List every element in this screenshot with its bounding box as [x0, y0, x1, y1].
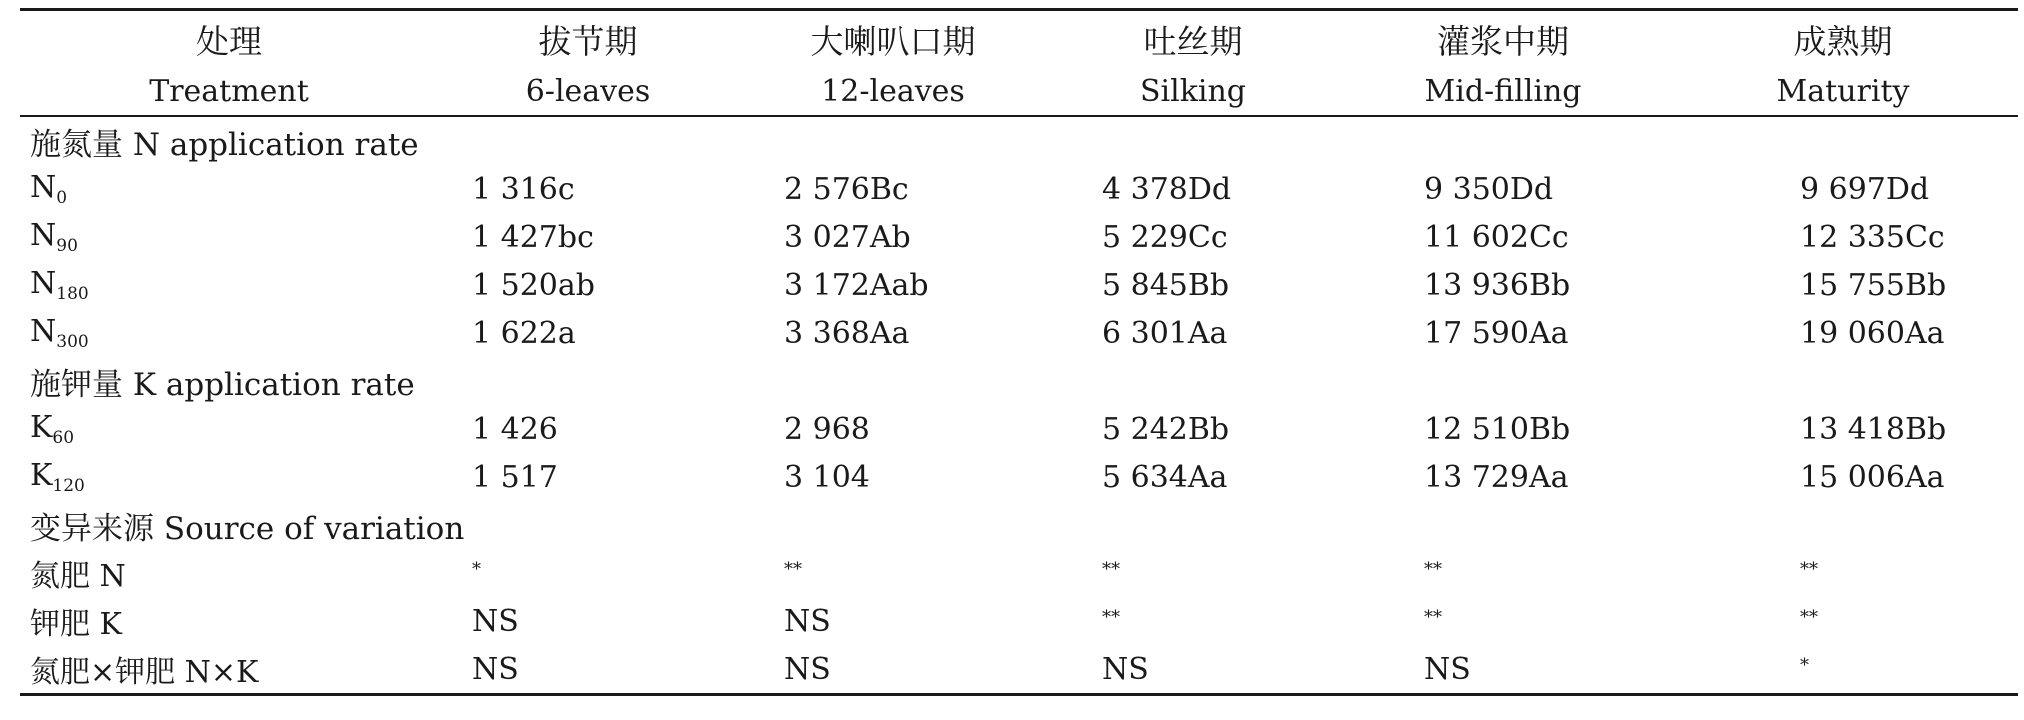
significance-mark: NS [784, 651, 831, 687]
table-cell: 5 634Aa [1102, 459, 1228, 495]
table-cell: 13 418Bb [1800, 411, 1947, 447]
significance-cell [1668, 645, 2018, 695]
header-silking-cn: 吐丝期 [1048, 10, 1338, 68]
treatment-label [20, 261, 438, 309]
significance-mark: NS [784, 603, 831, 639]
table-header [20, 10, 2018, 117]
table-cell: 1 520ab [472, 267, 595, 303]
section-row-variation [20, 501, 2018, 549]
significance-mark: NS [1102, 651, 1149, 687]
section-label-n-rate: 施氮量 N application rate [30, 126, 419, 163]
header-row-english [20, 67, 2018, 116]
table-cell: 5 242Bb [1102, 411, 1230, 447]
header-mid-filling-en: Mid-filling [1338, 67, 1668, 116]
table-cell: 5 229Cc [1102, 219, 1228, 255]
significance-cell [1048, 645, 1338, 695]
table-cell: 13 729Aa [1424, 459, 1569, 495]
header-mid-filling-cn: 灌浆中期 [1338, 10, 1668, 68]
significance-mark: * [1800, 654, 1809, 676]
treatment-base: K [30, 410, 53, 445]
table-cell: 1 426 [472, 411, 558, 447]
table-row [20, 597, 2018, 645]
table-cell: 19 060Aa [1800, 315, 1945, 351]
table-cell: 15 006Aa [1800, 459, 1945, 495]
significance-cell [1048, 549, 1338, 597]
treatment-subscript: 120 [52, 476, 85, 496]
section-label-k-rate: 施钾量 K application rate [30, 366, 415, 403]
header-maturity-cn: 成熟期 [1668, 10, 2018, 68]
treatment-subscript: 90 [56, 236, 78, 256]
data-table-container [20, 8, 2018, 696]
significance-cell [1668, 597, 2018, 645]
k-rate-rows [20, 405, 2018, 501]
header-treatment-en: Treatment [20, 67, 438, 116]
treatment-label [20, 309, 438, 357]
treatment-base: N [30, 170, 57, 205]
variation-rows [20, 549, 2018, 695]
table-cell: 9 350Dd [1424, 171, 1554, 207]
table-cell: 3 368Aa [784, 315, 910, 351]
significance-cell [1338, 597, 1668, 645]
significance-mark: NS [472, 651, 519, 687]
significance-mark: NS [1424, 651, 1471, 687]
treatment-label [20, 405, 438, 453]
treatment-base: K [30, 458, 53, 493]
table-cell: 1 622a [472, 315, 576, 351]
header-treatment-cn: 处理 [20, 10, 438, 68]
significance-mark: ** [1424, 606, 1442, 628]
table-body [20, 116, 2018, 165]
treatment-base: N [30, 218, 57, 253]
significance-mark: ** [1102, 606, 1120, 628]
treatment-subscript: 60 [52, 428, 75, 448]
table-cell: 4 378Dd [1102, 171, 1232, 207]
significance-cell [438, 645, 738, 695]
treatment-base: N [30, 266, 57, 301]
k-section [20, 357, 2018, 405]
significance-mark: ** [1102, 558, 1120, 580]
significance-cell [738, 597, 1048, 645]
treatment-base: N [30, 314, 57, 349]
table-cell: 13 936Bb [1424, 267, 1571, 303]
section-row-k-rate [20, 357, 2018, 405]
table-cell: 2 968 [784, 411, 870, 447]
variation-label: 氮肥×钾肥 N×K [20, 645, 438, 695]
significance-mark: ** [1800, 606, 1818, 628]
significance-cell [438, 597, 738, 645]
header-row-chinese [20, 10, 2018, 68]
table-cell: 17 590Aa [1424, 315, 1569, 351]
table-cell: 1 427bc [472, 219, 594, 255]
significance-cell [1668, 549, 2018, 597]
table-cell: 1 316c [472, 171, 575, 207]
header-maturity-en: Maturity [1668, 67, 2018, 116]
table-cell: 3 027Ab [784, 219, 911, 255]
header-6-leaves-en: 6-leaves [438, 67, 738, 116]
treatment-label [20, 165, 438, 213]
significance-cell [1048, 597, 1338, 645]
significance-mark: ** [1424, 558, 1442, 580]
significance-mark: ** [1800, 558, 1818, 580]
significance-cell [1338, 645, 1668, 695]
significance-mark: * [472, 558, 481, 580]
header-12-leaves-en: 12-leaves [738, 67, 1048, 116]
treatment-subscript: 0 [56, 188, 68, 208]
section-row-n-rate [20, 116, 2018, 165]
dry-matter-table [20, 8, 2018, 696]
table-cell: 3 172Aab [784, 267, 929, 303]
significance-mark: ** [784, 558, 802, 580]
table-cell: 5 845Bb [1102, 267, 1230, 303]
table-row [20, 309, 2018, 357]
variation-label: 钾肥 K [30, 607, 122, 642]
significance-cell [1338, 549, 1668, 597]
table-row [20, 165, 2018, 213]
table-row [20, 213, 2018, 261]
treatment-subscript: 300 [56, 332, 89, 352]
significance-cell [438, 549, 738, 597]
header-6-leaves-cn: 拔节期 [438, 10, 738, 68]
treatment-label [20, 213, 438, 261]
variation-label: 氮肥 N [30, 559, 126, 594]
treatment-label [20, 453, 438, 501]
table-cell: 2 576Bc [784, 171, 909, 207]
table-cell: 11 602Cc [1424, 219, 1569, 255]
table-cell: 9 697Dd [1800, 171, 1930, 207]
header-silking-en: Silking [1048, 67, 1338, 116]
significance-cell [738, 549, 1048, 597]
table-cell: 3 104 [784, 459, 870, 495]
header-12-leaves-cn: 大喇叭口期 [738, 10, 1048, 68]
table-cell: 1 517 [472, 459, 558, 495]
variation-section [20, 501, 2018, 549]
section-label-variation: 变异来源 Source of variation [30, 510, 465, 547]
table-row [20, 645, 2018, 695]
table-cell: 12 510Bb [1424, 411, 1571, 447]
table-cell: 6 301Aa [1102, 315, 1228, 351]
table-cell: 15 755Bb [1800, 267, 1947, 303]
significance-cell [738, 645, 1048, 695]
significance-mark: NS [472, 603, 519, 639]
table-row [20, 453, 2018, 501]
table-row [20, 405, 2018, 453]
n-rate-rows [20, 165, 2018, 357]
table-row [20, 261, 2018, 309]
table-row [20, 549, 2018, 597]
treatment-subscript: 180 [56, 284, 89, 304]
table-cell: 12 335Cc [1800, 219, 1945, 255]
